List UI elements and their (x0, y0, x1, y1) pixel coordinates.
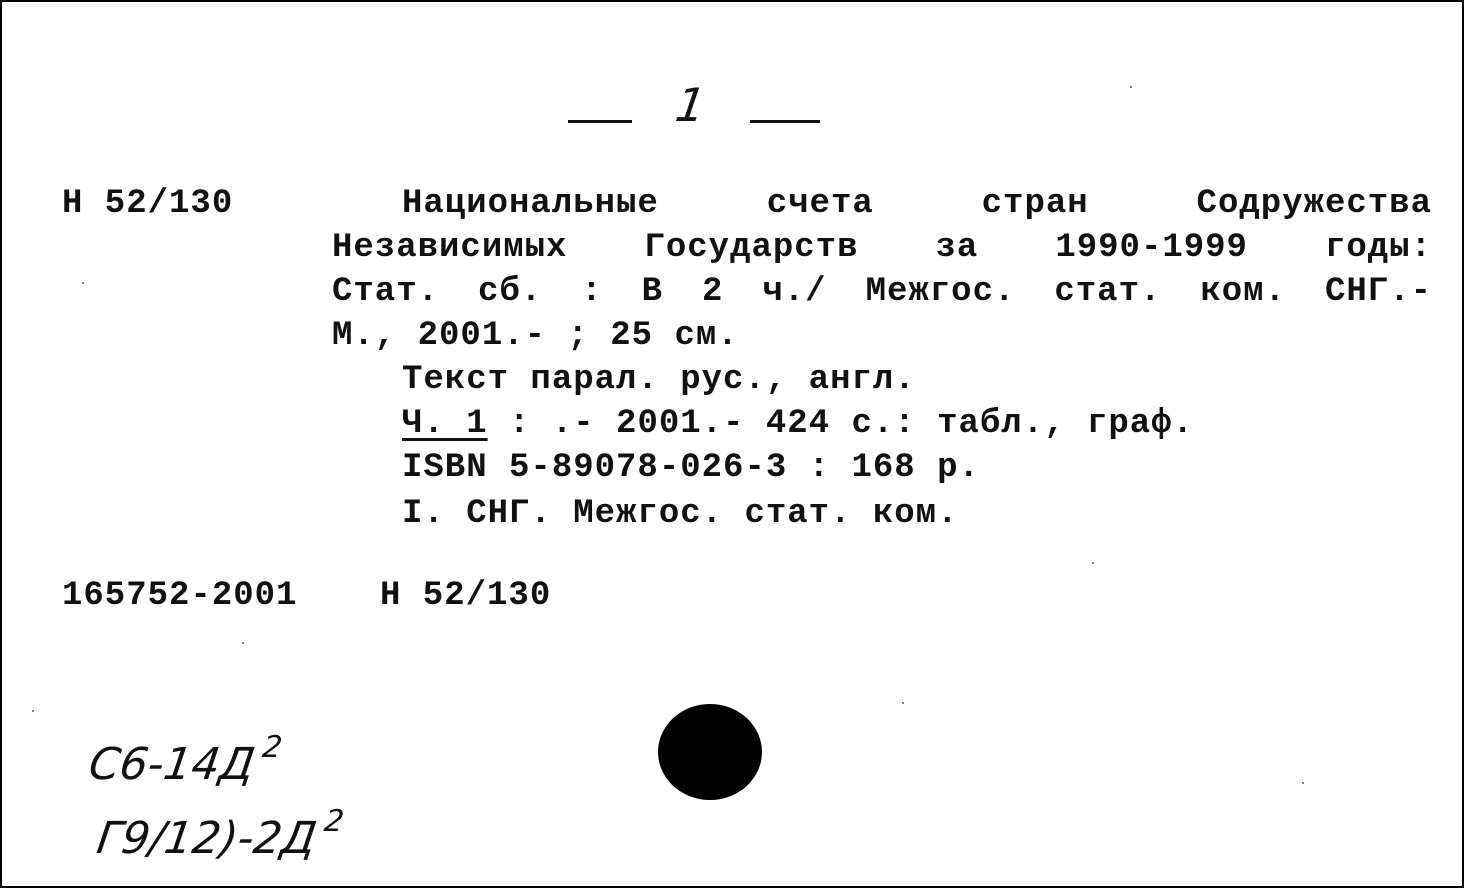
part-label: Ч. 1 (402, 405, 488, 443)
part-line (402, 402, 1194, 446)
scan-speck (1302, 782, 1304, 784)
handwritten-note-2 (94, 804, 346, 864)
handwritten-note-1 (86, 730, 284, 790)
handwritten-note-1-text: С6-14Д (85, 739, 258, 790)
title-line-4: М., 2001.- ; 25 см. (332, 317, 739, 355)
isbn-line: ISBN 5-89078-026-3 : 168 р. (402, 449, 980, 487)
language-note: Текст парал. рус., англ. (402, 361, 916, 399)
title-line-1-text: Национальные счета стран Содружества (402, 185, 1432, 223)
page-number: 1 (672, 78, 710, 132)
scan-speck (902, 702, 904, 704)
header-dash-left (568, 120, 632, 123)
title-line-1 (402, 182, 1432, 226)
title-line-3-text: Стат. сб. : В 2 ч./ Межгос. стат. ком. СНГ.- (332, 273, 1432, 311)
punch-hole (658, 704, 762, 800)
handwritten-note-1-sup: 2 (260, 730, 285, 765)
handwritten-note-2-sup: 2 (322, 804, 347, 839)
part-details: : .- 2001.- 424 с.: табл., граф. (487, 405, 1194, 443)
shelf-mark: Н 52/130 (62, 185, 234, 223)
title-line-2-text: Независимых Государств за 1990-1999 годы: (332, 229, 1432, 267)
scan-speck (82, 282, 84, 284)
handwritten-note-2-text: Г9/12)-2Д (93, 813, 320, 864)
scan-speck (32, 710, 34, 712)
scan-speck (1092, 562, 1094, 564)
header-dash-right (750, 120, 820, 123)
tracing-line: I. СНГ. Межгос. стат. ком. (402, 495, 959, 533)
scan-speck (1130, 86, 1132, 88)
scan-speck (242, 642, 244, 644)
title-line-3 (332, 270, 1432, 314)
accession-number: 165752-2001 (62, 577, 298, 615)
footer-shelf-mark: Н 52/130 (380, 577, 552, 615)
title-line-2 (332, 226, 1432, 270)
